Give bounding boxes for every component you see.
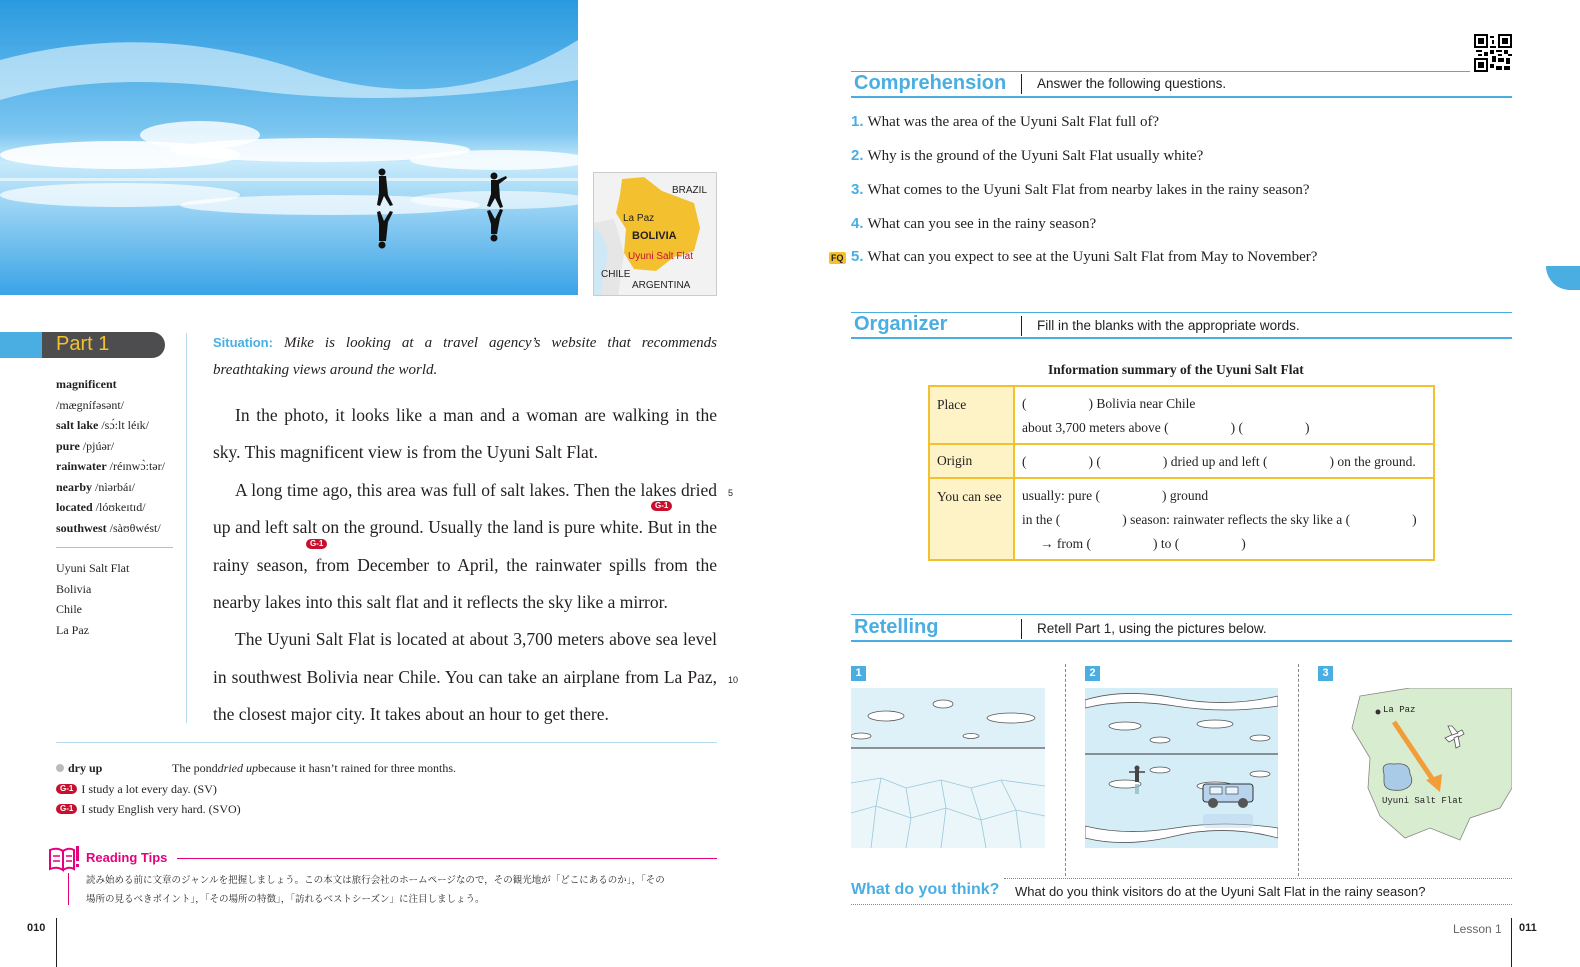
- map-label-brazil: BRAZIL: [672, 185, 708, 196]
- panel-number: 3: [1318, 666, 1333, 681]
- question-item: 3. What comes to the Uyuni Salt Flat from nearby lakes in the rainy season?: [851, 181, 1310, 198]
- fill-cell: ( ) ( ) dried up and left ( ) on the ground.: [1014, 444, 1434, 478]
- situation-text: Mike is looking at a travel agency’s website that recommends breathtaking views around the world.: [213, 335, 717, 378]
- vocab-item: salt lake /sɔ́:lt léɪk/: [56, 418, 150, 432]
- reading-passage: [213, 397, 717, 734]
- divider: [851, 96, 1512, 98]
- divider: [851, 640, 1512, 642]
- reading-tips-title: Reading Tips: [86, 850, 168, 865]
- divider: [851, 904, 1512, 905]
- note-row: G-1 I study English very hard. (SVO): [56, 799, 456, 820]
- reading-tips-text: 読み始める前に文章のジャンルを把握しましょう。この本文は旅行会社のホームページなので，その観光地が「どこにあるのか」，「その 場所の見るべきポイント」，「その場所の特徴」，「訪れるベストシーズン」に注目しましょう。: [86, 875, 665, 905]
- list-item: Uyuni Salt Flat: [56, 561, 130, 575]
- map-label-uyuni: Uyuni Salt Flat: [628, 251, 694, 262]
- note-row: dry up The pond dried up because it hasn’t rained for three months.: [56, 758, 456, 779]
- wdyt-question: What do you think visitors do at the Uyuni Salt Flat in the rainy season?: [1015, 884, 1426, 899]
- bolivia-map: [593, 172, 717, 296]
- situation-label: Situation:: [213, 335, 273, 350]
- map-label-argentina: ARGENTINA: [632, 280, 691, 291]
- map-label-uyuni: Uyuni Salt Flat: [1382, 796, 1464, 806]
- grammar-badge: G-1: [56, 784, 77, 794]
- vocab-item: located /lóʊkeɪtɪd/: [56, 500, 146, 514]
- divider: [1004, 878, 1512, 879]
- map-label-bolivia: BOLIVIA: [632, 230, 677, 242]
- paragraph: The Uyuni Salt Flat is located at about 3,700 meters above sea level in southwest Bolivia near Chile. You can take an airplane from La Paz, the closest major city. It takes about an hour to get there.: [213, 629, 717, 725]
- vocab-item: /mægnífəsənt/: [56, 397, 124, 412]
- grammar-badge: G-1: [306, 539, 327, 549]
- vocab-item: magnificent: [56, 377, 117, 391]
- line-number: 5: [728, 488, 734, 498]
- divider: [1511, 918, 1512, 967]
- vocab-list: [56, 374, 186, 538]
- panel-number: 1: [851, 666, 866, 681]
- divider: [1021, 619, 1022, 639]
- situation: [213, 329, 717, 384]
- organizer-instruction: Fill in the blanks with the appropriate words.: [1037, 318, 1300, 333]
- list-item: La Paz: [56, 622, 89, 637]
- vocab-item: nearby /nìərbáɪ/: [56, 479, 135, 494]
- organizer-table: [928, 385, 1435, 561]
- divider: [851, 312, 1512, 313]
- lesson-label: Lesson 1: [1453, 922, 1502, 936]
- grammar-badge: G-1: [651, 501, 672, 511]
- page-number: 011: [1519, 922, 1537, 934]
- question-item: 5. What can you expect to see at the Uyuni Salt Flat from May to November?: [851, 248, 1318, 265]
- fill-cell: ( ) Bolivia near Chile about 3,700 meters above ( ) ( ): [1014, 386, 1434, 444]
- question-item: 2. Why is the ground of the Uyuni Salt Flat usually white?: [851, 147, 1204, 164]
- retelling-title: Retelling: [854, 616, 939, 638]
- organizer-caption: Information summary of the Uyuni Salt Flat: [1048, 362, 1304, 377]
- divider: [851, 337, 1512, 339]
- panel-number: 2: [1085, 666, 1100, 681]
- list-item: Chile: [56, 602, 82, 616]
- note-row: G-1 I study a lot every day. (SV): [56, 779, 456, 800]
- map-label-la-paz: La Paz: [623, 213, 655, 224]
- table-row: [929, 444, 1434, 478]
- salt-flat-photo: [0, 0, 578, 295]
- divider: [1021, 316, 1022, 336]
- question-item: 1. What was the area of the Uyuni Salt Flat full of?: [851, 113, 1160, 130]
- qr-code-icon[interactable]: [1474, 34, 1512, 72]
- divider: [1298, 664, 1299, 876]
- vocab-item: pure /pjúər/: [56, 438, 115, 453]
- retelling-map-picture: [1350, 688, 1512, 843]
- organizer-title: Organizer: [854, 313, 948, 335]
- map-label-la-paz: La Paz: [1383, 705, 1416, 715]
- grammar-badge: G-1: [56, 804, 77, 814]
- divider: [56, 918, 57, 967]
- retelling-picture-1: [851, 688, 1045, 848]
- part-tab: [0, 332, 165, 358]
- paragraph: In the photo, it looks like a man and a woman are walking in the sky. This magnificent view is from the Uyuni Salt Flat.: [213, 405, 717, 463]
- proper-names-list: [56, 558, 129, 640]
- part-label: Part 1: [56, 333, 110, 355]
- table-row: [929, 386, 1434, 444]
- fq-badge: FQ: [831, 253, 844, 263]
- retelling-instruction: Retell Part 1, using the pictures below.: [1037, 621, 1267, 636]
- row-header: Place: [929, 386, 1014, 444]
- divider: [56, 547, 173, 548]
- book-icon: [48, 845, 80, 873]
- comprehension-title: Comprehension: [854, 72, 1007, 94]
- vocab-item: rainwater /réɪnwɔ̀:tər/: [56, 459, 165, 473]
- notes: [56, 758, 456, 820]
- divider: [851, 614, 1512, 615]
- divider: [186, 333, 187, 723]
- row-header: Origin: [929, 444, 1014, 478]
- paragraph: A long time ago, this area was full of salt lakes. Then the lakes dried up and left salt on the ground. Usually the land is pure white. But in the rainy season, from December to April, the rainwater spills from the nearby lakes into this salt flat and it reflects the sky like a mirror.: [213, 479, 717, 613]
- vocab-item: southwest /sàʊθwést/: [56, 520, 161, 535]
- question-item: 4. What can you see in the rainy season?: [851, 215, 1097, 232]
- retelling-picture-2: [1085, 688, 1278, 848]
- bullet-icon: [56, 764, 64, 772]
- divider: [1065, 664, 1066, 876]
- row-header: You can see: [929, 478, 1014, 560]
- divider: [68, 873, 69, 905]
- edge-tab: [1546, 266, 1580, 290]
- page-number: 010: [27, 922, 46, 934]
- line-number: 10: [728, 675, 739, 685]
- divider: [56, 742, 717, 743]
- fill-cell: usually: pure ( ) ground in the ( ) season: rainwater reflects the sky like a ( ) → from ( ) to ( ): [1014, 478, 1434, 560]
- note-phrase: dry up: [68, 761, 103, 775]
- wdyt-title: What do you think?: [851, 881, 1000, 898]
- divider: [177, 858, 717, 859]
- list-item: Bolivia: [56, 581, 92, 596]
- map-label-chile: CHILE: [601, 269, 631, 280]
- table-row: [929, 478, 1434, 560]
- comprehension-instruction: Answer the following questions.: [1037, 76, 1227, 91]
- divider: [1021, 74, 1022, 94]
